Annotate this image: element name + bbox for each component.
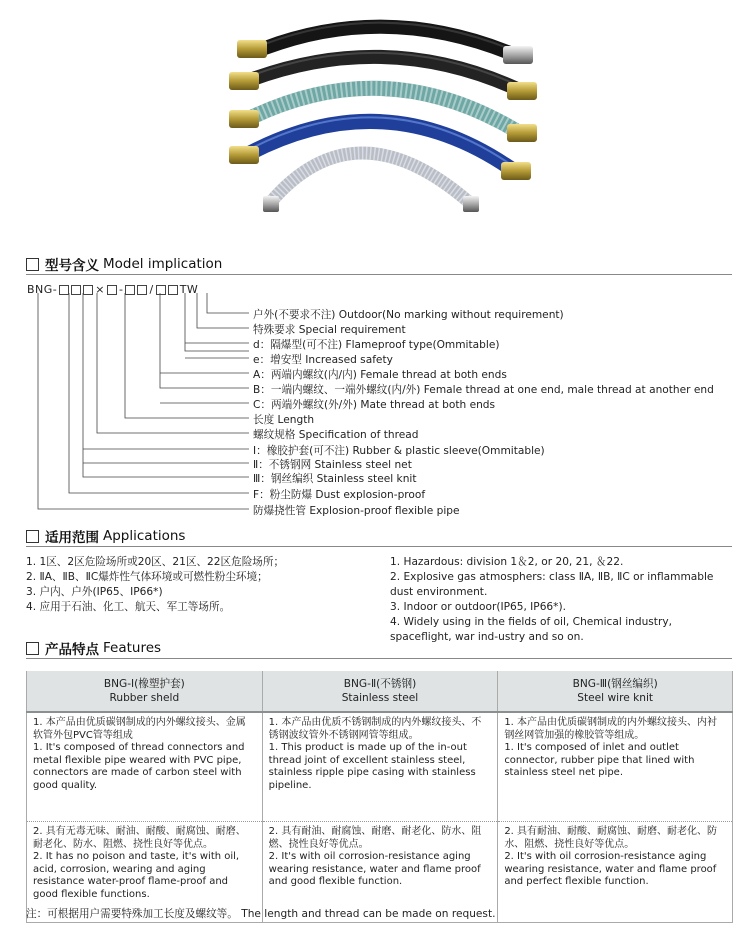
cell-text-cn: 2. 具有耐油、耐酸、耐腐蚀、耐磨、耐老化、防水、阻燃、挠性良好等优点。: [504, 826, 718, 850]
code-slash: /: [149, 283, 154, 296]
model-label-steel-net: Ⅱ：不锈钢网 Stainless steel net: [253, 459, 412, 471]
cell-text-en: 2. It's with oil corrosion-resistance aging wearing resistance, water and flame proof and good flexible function.: [268, 851, 481, 887]
model-label-outdoor: 户外(不要求不注) Outdoor(No marking without requirement): [253, 309, 564, 321]
model-label-steel-knit: Ⅲ：钢丝编织 Stainless steel knit: [253, 473, 417, 485]
table-cell: [498, 822, 733, 923]
features-heading-en: Features: [103, 640, 162, 656]
square-bullet-icon: [26, 530, 39, 543]
table-header-cell: [262, 671, 498, 712]
model-label-rubber-sleeve: Ⅰ：橡胶护套(可不注) Rubber & plastic sleeve(Ommitable): [253, 445, 545, 457]
model-label-increased-safety: e：增安型 Increased safety: [253, 354, 393, 366]
code-times: ×: [95, 283, 105, 296]
column-title-en: Stainless steel: [341, 692, 419, 704]
code-suffix: TW: [179, 283, 199, 296]
model-label-special: 特殊要求 Special requirement: [253, 324, 406, 336]
list-item: 4. 应用于石油、化工、航天、军工等场所。: [26, 601, 231, 613]
list-item: 1. 1区、2区危险场所或20区、21区、22区危险场所；: [26, 556, 285, 568]
cell-text-cn: 1. 本产品由优质碳钢制成的内外螺纹接头、金属软管外包PVC管等组成: [33, 717, 246, 741]
model-label-thread-spec: 螺纹规格 Specification of thread: [253, 429, 419, 441]
cell-text-cn: 1. 本产品由优质不锈钢制成的内外螺纹接头、不锈钢波纹管外不锈钢网管等组成。: [268, 717, 482, 741]
applications-heading-cn: 适用范围: [45, 530, 99, 546]
model-label-length: 长度 Length: [253, 414, 315, 426]
list-item: 3. 户内、户外(IP65、IP66*): [26, 586, 163, 598]
column-title-cn: BNG-Ⅰ(橡塑护套): [103, 678, 185, 690]
cell-text-cn: 2. 具有耐油、耐腐蚀、耐磨、耐老化、防水、阻燃、挠性良好等优点。: [268, 826, 482, 850]
applications-heading-en: Applications: [103, 528, 186, 544]
list-item: 3. Indoor or outdoor(IP65, IP66*).: [390, 601, 566, 613]
table-header-cell: [27, 671, 263, 712]
model-label-dust-proof: F：粉尘防爆 Dust explosion-proof: [253, 489, 426, 501]
table-cell: [262, 712, 498, 822]
cell-text-en: 2. It has no poison and taste, it's with oil, acid, corrosion, wearing and aging resistance water-proof flame-proof and good flexible functions.: [33, 851, 240, 900]
features-heading: [26, 638, 161, 658]
list-item: 2. Explosive gas atmosphers: class ⅡA, ⅡB, ⅡC or inflammable dust environment.: [390, 571, 714, 598]
features-table: [26, 671, 733, 923]
applications-heading: [26, 526, 185, 546]
square-bullet-icon: [26, 642, 39, 655]
applications-cn: [26, 555, 366, 615]
table-row: [27, 712, 733, 822]
divider: [26, 658, 732, 659]
list-item: 2. ⅡA、ⅡB、ⅡC爆炸性气体环境或可燃性粉尘环境；: [26, 571, 268, 583]
table-cell: [498, 712, 733, 822]
table-header-cell: [498, 671, 733, 712]
model-leader-lines: [0, 0, 260, 520]
cell-text-en: 2. It's with oil corrosion-resistance aging wearing resistance, water and flame proof and perfect flexible function.: [504, 851, 717, 887]
model-label-female-male: B：一端内螺纹、一端外螺纹(内/外) Female thread at one end, male thread at another end: [253, 384, 714, 396]
features-heading-cn: 产品特点: [45, 642, 99, 658]
list-item: 1. Hazardous: division 1＆2, or 20, 21, ＆22.: [390, 556, 624, 568]
cell-text-en: 1. It's composed of thread connectors and metal flexible pipe weared with PVC pipe, connectors are made of carbon steel with good quality.: [33, 742, 245, 791]
model-label-flameproof: d：隔爆型(可不注) Flameproof type(Ommitable): [253, 339, 500, 351]
code-prefix: BNG-: [27, 283, 58, 296]
cell-text-cn: 2. 具有无毒无味、耐油、耐酸、耐腐蚀、耐磨、耐老化、防水、阻燃、挠性良好等优点。: [33, 826, 246, 850]
column-title-en: Steel wire knit: [577, 692, 654, 704]
table-cell: [27, 712, 263, 822]
model-label-female-both: A：两端内螺纹(内/内) Female thread at both ends: [253, 369, 507, 381]
table-header-row: [27, 671, 733, 712]
model-label-flexible-pipe: 防爆挠性管 Explosion-proof flexible pipe: [253, 505, 460, 517]
divider: [26, 546, 732, 547]
model-heading-en: Model implication: [103, 256, 223, 272]
cell-text-en: 1. This product is made up of the in-out thread joint of excellent stainless steel, stainless ripple pipe casing with stainless pipeline.: [268, 742, 476, 791]
column-title-en: Rubber sheld: [109, 692, 180, 704]
list-item: 4. Widely using in the fields of oil, Chemical industry, spaceflight, war ind-ustry and so on.: [390, 616, 672, 643]
applications-en: [390, 555, 735, 645]
column-title-cn: BNG-Ⅱ(不锈钢): [343, 678, 417, 690]
hose-assemblies-photo: [225, 8, 545, 223]
cell-text-en: 1. It's composed of inlet and outlet connector, rubber pipe that lined with stainless steel net pipe.: [504, 742, 695, 778]
model-heading-cn: 型号含义: [45, 258, 99, 274]
cell-text-cn: 1. 本产品由优质碳钢制成的内外螺纹接头、内衬钢丝网管加强的橡胶管等组成。: [504, 717, 718, 741]
footnote: 注：可根据用户需要特殊加工长度及螺纹等。 The length and thread can be made on request.: [26, 908, 496, 920]
column-title-cn: BNG-Ⅲ(钢丝编织): [572, 678, 658, 690]
code-dash: -: [119, 283, 124, 296]
model-label-male-both: C：两端外螺纹(外/外) Mate thread at both ends: [253, 399, 496, 411]
